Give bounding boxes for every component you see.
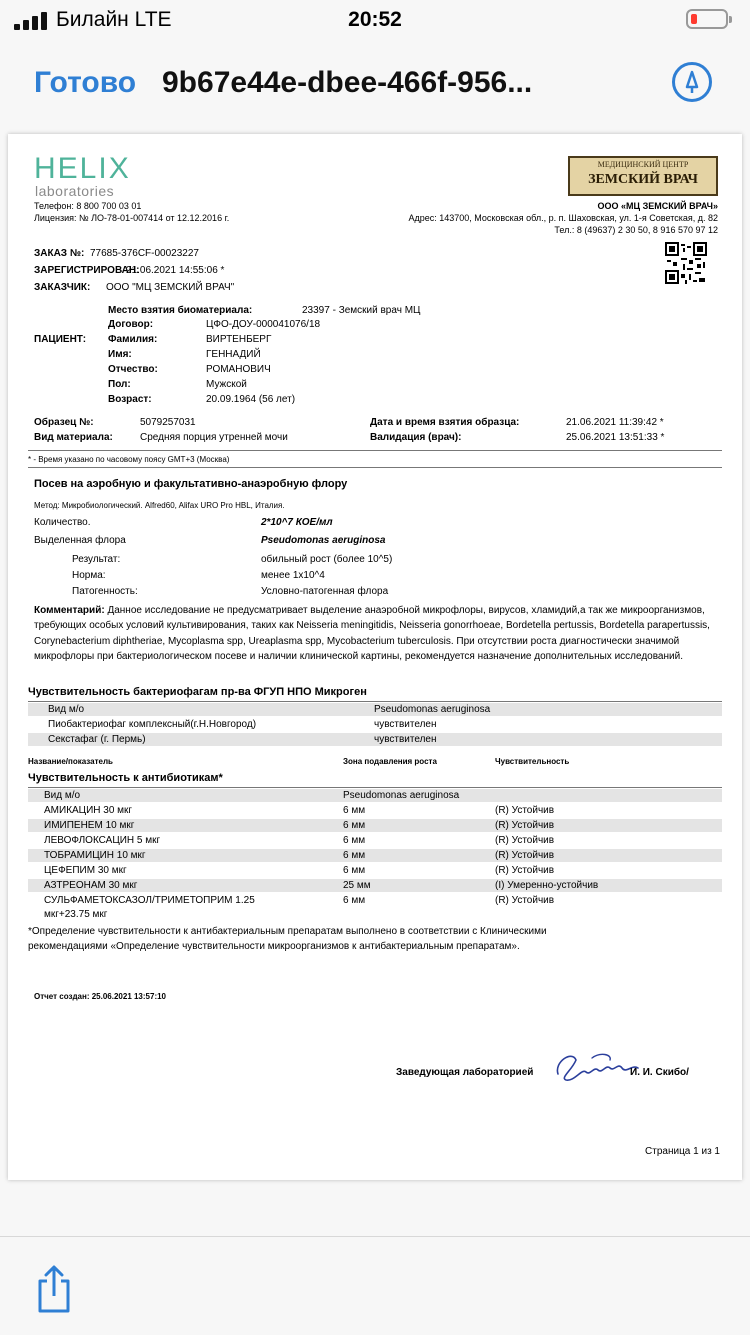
done-button[interactable]: Готово xyxy=(34,66,137,99)
clinic-logo-top: МЕДИЦИНСКИЙ ЦЕНТР xyxy=(597,160,689,169)
material-label: Вид материала: xyxy=(34,432,113,443)
head-of-lab-label: Заведующая лабораторией xyxy=(396,1067,534,1078)
antibiotic-sensitivity: (R) Устойчив xyxy=(495,850,555,861)
antibiotic-sensitivity: (I) Умеренно-устойчив xyxy=(495,880,599,891)
antibiotics-title: Чувствительность к антибиотикам* xyxy=(28,772,223,784)
comment-paragraph xyxy=(34,603,714,665)
clinic-logo xyxy=(568,156,718,196)
divider xyxy=(28,450,722,451)
markup-button[interactable] xyxy=(672,62,712,102)
antibiotic-zone: 6 мм xyxy=(343,805,366,816)
quantity-label: Количество. xyxy=(34,517,91,528)
clinic-phone: Тел.: 8 (49637) 2 30 50, 8 916 570 97 12 xyxy=(554,225,718,235)
pathogenicity-label: Патогенность: xyxy=(72,586,138,597)
contract-label: Договор: xyxy=(108,319,154,330)
norm-value: менее 1х10^4 xyxy=(261,570,325,581)
surname-value: ВИРТЕНБЕРГ xyxy=(206,334,272,345)
order-number-label: ЗАКАЗ №: xyxy=(34,248,85,259)
sex-value: Мужской xyxy=(206,379,247,390)
name-value: ГЕННАДИЙ xyxy=(206,349,261,360)
page-number: Страница 1 из 1 xyxy=(645,1146,720,1157)
helix-logo: HELIX xyxy=(34,152,131,185)
col-header-name: Название/показатель xyxy=(28,757,113,766)
head-of-lab-name: И. И. Скибо/ xyxy=(630,1067,689,1078)
surname-label: Фамилия: xyxy=(108,334,158,345)
age-label: Возраст: xyxy=(108,394,152,405)
antibiotic-sensitivity: (R) Устойчив xyxy=(495,805,555,816)
report-created: Отчет создан: 25.06.2021 13:57:10 xyxy=(34,992,167,1001)
share-icon[interactable] xyxy=(34,1263,74,1315)
phage-row-name: Секстафаг (г. Пермь) xyxy=(48,734,146,745)
antibiotic-name: ЛЕВОФЛОКСАЦИН 5 мкг xyxy=(44,835,161,846)
phage-row-name: Вид м/о xyxy=(48,704,85,715)
patient-label: ПАЦИЕНТ: xyxy=(34,334,87,345)
name-label: Имя: xyxy=(108,349,132,360)
document-title: 9b67e44e-dbee-466f-956... xyxy=(162,66,533,99)
antibiotic-sensitivity: (R) Устойчив xyxy=(495,820,555,831)
antibiotic-name: АЗТРЕОНАМ 30 мкг xyxy=(44,880,138,891)
phage-row-name: Пиобактериофаг комплексный(г.Н.Новгород) xyxy=(48,719,257,730)
antibiotic-name: ИМИПЕНЕМ 10 мкг xyxy=(44,820,135,831)
place-value: 23397 - Земский врач МЦ xyxy=(302,305,421,316)
lab-phone: Телефон: 8 800 700 03 01 xyxy=(34,201,142,211)
antibiotic-name: ТОБРАМИЦИН 10 мкг xyxy=(44,850,146,861)
place-label: Место взятия биоматериала: xyxy=(108,305,253,316)
antibiotic-zone: 6 мм xyxy=(343,895,366,906)
comment-text: Данное исследование не предусматривает выделение анаэробной микрофлоры, вирусов, хламидий,а так же микроорганизмов, требующих особых условий культивирования, таких как Neisseria meningitidis, Neisseria gonorrhoeae, Bordetella pertussis, Bordetella parapertussis, Corynebacterium diphtheriae, Mycoplasma spp, Ureaplasma spp, Mycobacterium tuberculosis. При отсутствии роста диагностически значимой микрофлоры при бактериологическом посеве и наличии клинической картины, рекомендуется назначение дополнительных исследований. xyxy=(34,605,710,663)
quantity-value: 2*10^7 КОЕ/мл xyxy=(261,517,333,528)
norm-label: Норма: xyxy=(72,570,106,581)
order-number: 77685-376CF-00023227 xyxy=(90,248,199,259)
culture-method: Метод: Микробиологический. Alfred60, Alifax URO Pro HBL, Италия. xyxy=(34,501,285,510)
qr-code xyxy=(665,242,707,284)
status-time: 20:52 xyxy=(348,8,402,31)
divider xyxy=(28,701,722,702)
phage-row-value: чувствителен xyxy=(374,734,437,745)
antibiotic-name: СУЛЬФАМЕТОКСАЗОЛ/ТРИМЕТОПРИМ 1.25 xyxy=(44,895,255,906)
antibiotic-name: АМИКАЦИН 30 мкг xyxy=(44,805,133,816)
lab-license: Лицензия: № ЛО-78-01-007414 от 12.12.2016 г. xyxy=(34,213,230,223)
validation-label: Валидация (врач): xyxy=(370,432,462,443)
taken-value: 21.06.2021 11:39:42 * xyxy=(566,417,664,428)
patronymic-value: РОМАНОВИЧ xyxy=(206,364,271,375)
timezone-note: * - Время указано по часовому поясу GMT+3 (Москва) xyxy=(28,455,230,464)
customer-value: ООО "МЦ ЗЕМСКИЙ ВРАЧ" xyxy=(106,282,235,293)
col-header-sensitivity: Чувствительность xyxy=(495,757,570,766)
customer-label: ЗАКАЗЧИК: xyxy=(34,282,91,293)
validation-value: 25.06.2021 13:51:33 * xyxy=(566,432,665,443)
comment-label: Комментарий: xyxy=(34,605,105,616)
sample-number: 5079257031 xyxy=(140,417,196,428)
antibiotic-zone: 6 мм xyxy=(343,865,366,876)
navigation-bar xyxy=(0,40,750,132)
registered-value: 21.06.2021 14:55:06 * xyxy=(126,265,225,276)
antibiotic-sensitivity: (R) Устойчив xyxy=(495,835,555,846)
antibiotic-name: Вид м/о xyxy=(44,790,81,801)
carrier-label: Билайн LTE xyxy=(56,8,172,31)
antibiotic-sensitivity: (R) Устойчив xyxy=(495,895,555,906)
taken-label: Дата и время взятия образца: xyxy=(370,417,520,428)
antibiotic-name-continued: мкг+23.75 мкг xyxy=(44,909,108,920)
result-label: Результат: xyxy=(72,554,121,565)
registered-label: ЗАРЕГИСТРИРОВАН: xyxy=(34,265,140,276)
sample-number-label: Образец №: xyxy=(34,417,94,428)
clinic-name: ООО «МЦ ЗЕМСКИЙ ВРАЧ» xyxy=(597,201,718,211)
status-bar xyxy=(0,0,750,40)
col-header-zone: Зона подавления роста xyxy=(343,757,437,766)
markup-pen-icon xyxy=(675,65,709,99)
antibiotic-sensitivity: (R) Устойчив xyxy=(495,865,555,876)
antibiotic-name: ЦЕФЕПИМ 30 мкг xyxy=(44,865,127,876)
clinic-logo-main: ЗЕМСКИЙ ВРАЧ xyxy=(588,172,698,187)
antibiotics-footnote: *Определение чувствительности к антибактериальным препаратам выполнено в соответствии с Клиническими рекомендациями «Определение чувствительности микроорганизмов к антибактериальным препаратам». xyxy=(28,926,547,953)
culture-title: Посев на аэробную и факультативно-анаэробную флору xyxy=(34,478,348,490)
patronymic-label: Отчество: xyxy=(108,364,158,375)
phage-row-value: Pseudomonas aeruginosa xyxy=(374,704,491,715)
age-value: 20.09.1964 (56 лет) xyxy=(206,394,296,405)
helix-logo-subtitle: laboratories xyxy=(35,183,115,199)
contract-value: ЦФО-ДОУ-000041076/18 xyxy=(206,319,321,330)
document-page[interactable] xyxy=(8,134,742,1180)
phages-title: Чувствительность бактериофагам пр-ва ФГУП НПО Микроген xyxy=(28,686,367,698)
sex-label: Пол: xyxy=(108,379,131,390)
antibiotic-zone: 25 мм xyxy=(343,880,371,891)
antibiotic-zone: 6 мм xyxy=(343,835,366,846)
pathogenicity-value: Условно-патогенная флора xyxy=(261,586,389,597)
antibiotic-zone: Pseudomonas aeruginosa xyxy=(343,790,460,801)
signature-image xyxy=(552,1038,642,1088)
clinic-address: Адрес: 143700, Московская обл., р. п. Шаховская, ул. 1-я Советская, д. 82 xyxy=(408,213,718,223)
material-value: Средняя порция утренней мочи xyxy=(140,432,288,443)
flora-value: Pseudomonas aeruginosa xyxy=(261,535,386,546)
antibiotic-zone: 6 мм xyxy=(343,820,366,831)
divider xyxy=(28,787,722,788)
battery-icon xyxy=(686,9,728,29)
antibiotic-zone: 6 мм xyxy=(343,850,366,861)
result-value: обильный рост (более 10^5) xyxy=(261,554,393,565)
divider xyxy=(28,467,722,468)
bottom-toolbar xyxy=(0,1236,750,1335)
flora-label: Выделенная флора xyxy=(34,535,126,546)
phage-row-value: чувствителен xyxy=(374,719,437,730)
